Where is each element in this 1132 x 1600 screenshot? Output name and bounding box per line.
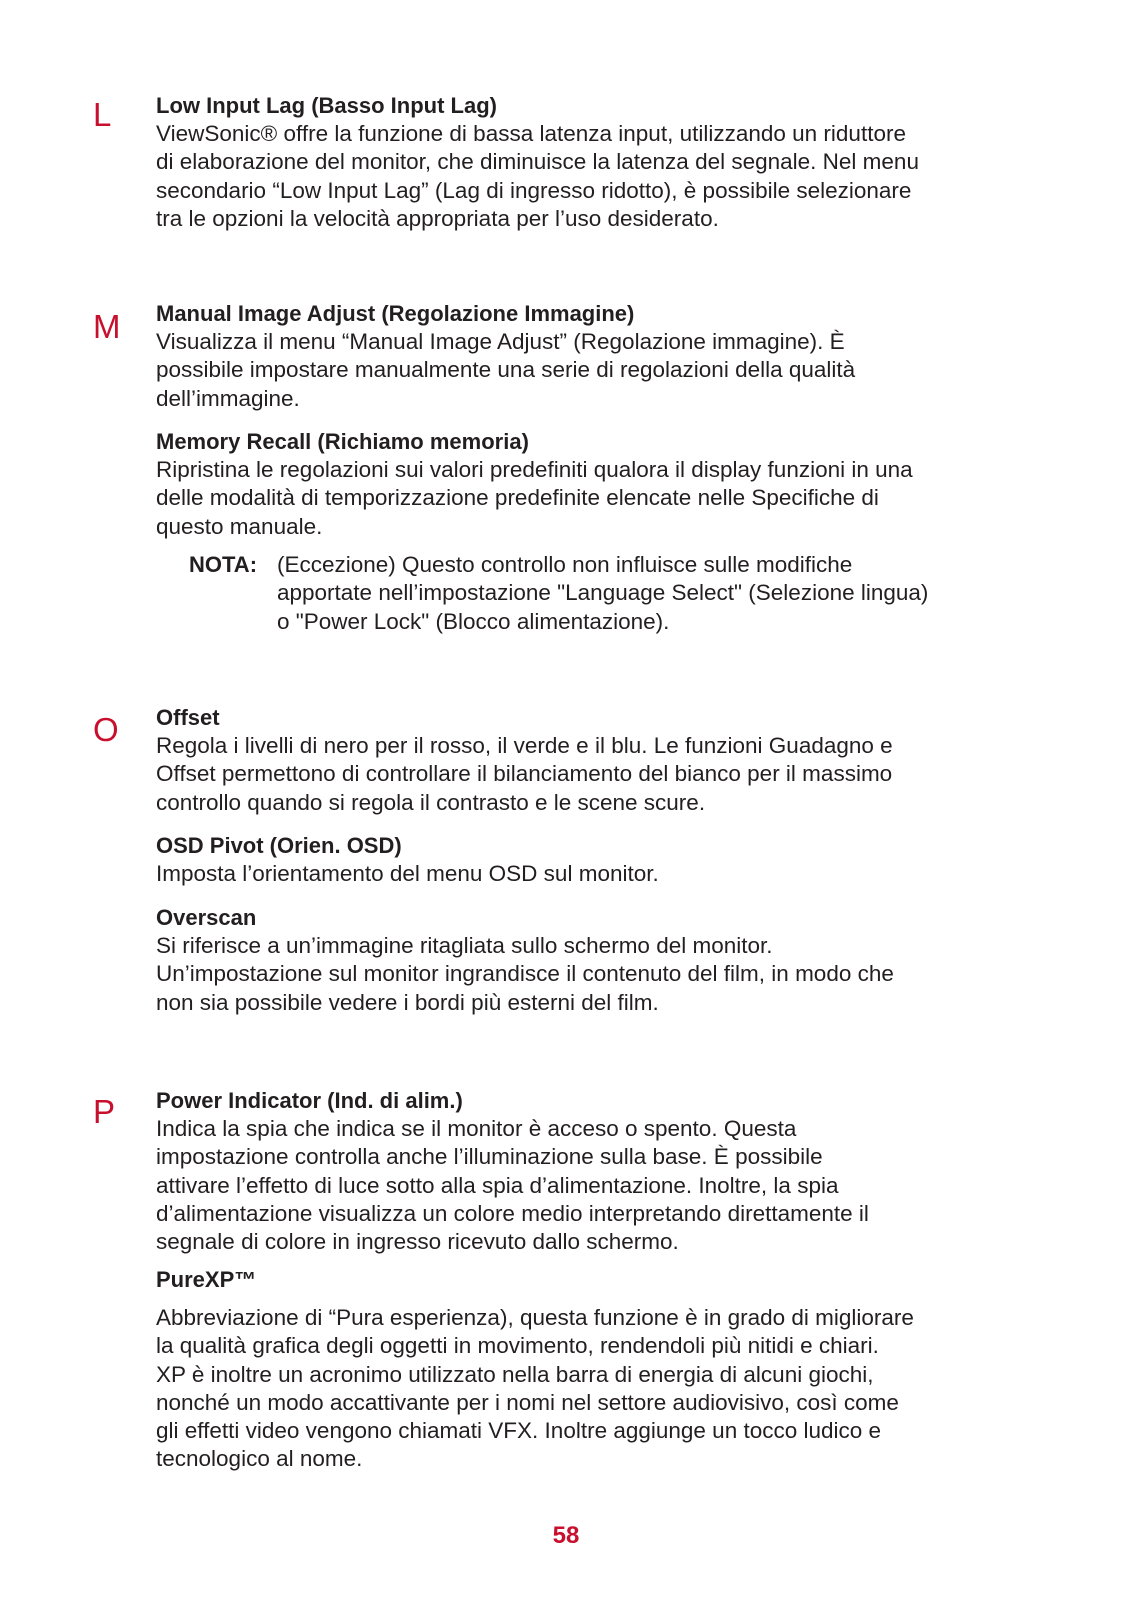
body-line: impostazione controlla anche l’illuminazione sulla base. È possibile xyxy=(156,1144,823,1170)
body-line: Imposta l’orientamento del menu OSD sul monitor. xyxy=(156,861,659,886)
entry-offset xyxy=(156,704,1056,817)
body-line: la qualità grafica degli oggetti in movimento, rendendoli più nitidi e chiari. xyxy=(156,1333,879,1359)
body-line: dell’immagine. xyxy=(156,385,300,411)
body-line: delle modalità di temporizzazione predefinite elencate nelle Specifiche di xyxy=(156,485,879,511)
entry-manual-image-adjust xyxy=(156,300,1056,413)
entry-title: Offset xyxy=(156,705,220,730)
entry-purexp xyxy=(156,1266,1056,1474)
body-line: Offset permettono di controllare il bilanciamento del bianco per il massimo xyxy=(156,761,893,787)
body-line: Regola i livelli di nero per il rosso, il verde e il blu. Le funzioni Guadagno e xyxy=(156,733,893,758)
note-line: o "Power Lock" (Blocco alimentazione). xyxy=(277,608,670,634)
body-line: possibile impostare manualmente una serie di regolazioni della qualità xyxy=(156,357,856,383)
entry-title: Memory Recall (Richiamo memoria) xyxy=(156,429,529,454)
body-line: Visualizza il menu “Manual Image Adjust” (Regolazione immagine). È xyxy=(156,329,845,354)
section-letter-l: L xyxy=(93,96,112,133)
section-letter-p: P xyxy=(93,1093,116,1130)
entry-title: Overscan xyxy=(156,905,257,930)
entry-osd-pivot xyxy=(156,832,1056,888)
note-label: NOTA: xyxy=(189,552,258,577)
body-line: non sia possibile vedere i bordi più esterni del film. xyxy=(156,989,659,1015)
body-line: attivare l’effetto di luce sotto alla spia d’alimentazione. Inoltre, la spia xyxy=(156,1172,839,1198)
body-line: tecnologico al nome. xyxy=(156,1446,363,1472)
entry-power-indicator xyxy=(156,1087,1056,1256)
note-line: (Eccezione) Questo controllo non influisce sulle modifiche xyxy=(277,552,853,577)
body-line: segnale di colore in ingresso ricevuto dallo schermo. xyxy=(156,1229,679,1255)
entry-title: PureXP™ xyxy=(156,1267,257,1292)
body-line: secondario “Low Input Lag” (Lag di ingresso ridotto), è possibile selezionare xyxy=(156,177,912,203)
body-line: XP è inoltre un acronimo utilizzato nella barra di energia di alcuni giochi, xyxy=(156,1361,874,1387)
note-line: apportate nell’impostazione "Language Select" (Selezione lingua) xyxy=(277,580,929,606)
body-line: Si riferisce a un’immagine ritagliata sullo schermo del monitor. xyxy=(156,933,773,958)
body-line: Indica la spia che indica se il monitor è acceso o spento. Questa xyxy=(156,1116,797,1141)
entry-title: Manual Image Adjust (Regolazione Immagine) xyxy=(156,301,635,326)
section-letter-o: O xyxy=(93,711,119,748)
body-line: Abbreviazione di “Pura esperienza), questa funzione è in grado di migliorare xyxy=(156,1305,914,1330)
body-line: gli effetti video vengono chiamati VFX. Inoltre aggiunge un tocco ludico e xyxy=(156,1418,882,1444)
entry-memory-recall xyxy=(156,428,1056,541)
entry-title: Power Indicator (Ind. di alim.) xyxy=(156,1088,463,1113)
page-number: 58 xyxy=(552,1522,580,1549)
body-line: Ripristina le regolazioni sui valori predefiniti qualora il display funzioni in una xyxy=(156,457,913,482)
section-letter-m: M xyxy=(93,308,121,345)
entry-title: OSD Pivot (Orien. OSD) xyxy=(156,833,402,858)
entry-low-input-lag xyxy=(156,92,1056,233)
body-line: nonché un modo accattivante per i nomi nel settore audiovisivo, così come xyxy=(156,1389,899,1415)
body-line: questo manuale. xyxy=(156,513,323,539)
body-line: di elaborazione del monitor, che diminuisce la latenza del segnale. Nel menu xyxy=(156,149,919,175)
note-text xyxy=(277,551,1037,636)
body-line: tra le opzioni la velocità appropriata per l’uso desiderato. xyxy=(156,205,719,231)
entry-overscan xyxy=(156,904,1056,1017)
body-line: controllo quando si regola il contrasto e le scene scure. xyxy=(156,789,706,815)
note-block xyxy=(189,551,1049,636)
body-line: d’alimentazione visualizza un colore medio interpretando direttamente il xyxy=(156,1200,869,1226)
body-line: Un’impostazione sul monitor ingrandisce il contenuto del film, in modo che xyxy=(156,961,894,987)
entry-title: Low Input Lag (Basso Input Lag) xyxy=(156,93,497,118)
body-line: ViewSonic® offre la funzione di bassa latenza input, utilizzando un riduttore xyxy=(156,121,906,146)
